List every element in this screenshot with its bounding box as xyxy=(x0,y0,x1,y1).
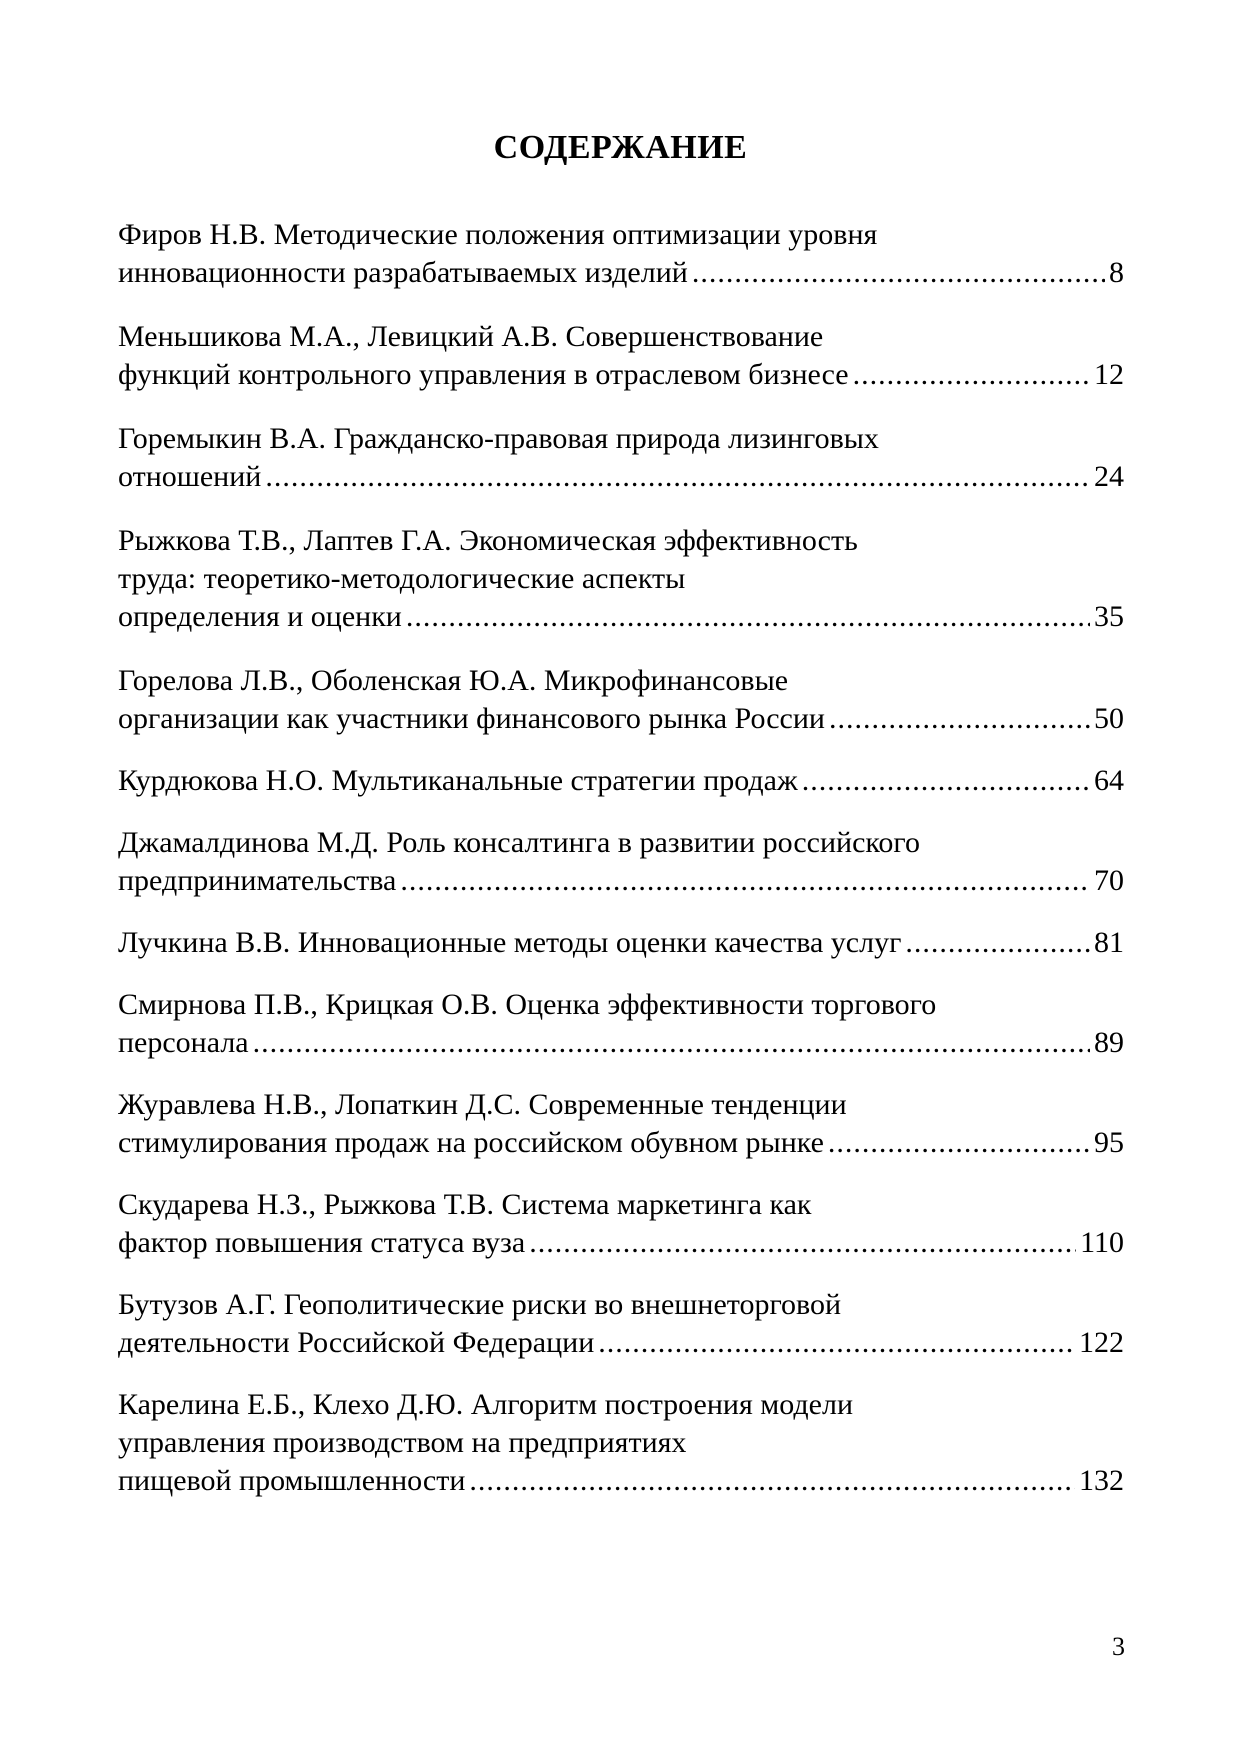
dot-leader xyxy=(529,1224,1076,1262)
toc-entry-last-line xyxy=(118,1324,1124,1362)
toc-entry-title-end: деятельности Российской Федерации xyxy=(118,1326,595,1359)
dot-leader xyxy=(905,924,1090,962)
dot-leader xyxy=(692,254,1105,292)
toc-entry-line: Журавлева Н.В., Лопаткин Д.С. Современные тенденции xyxy=(118,1088,847,1121)
toc-entry-page-number: 110 xyxy=(1080,1226,1124,1259)
dot-leader xyxy=(406,598,1090,636)
toc-entry-page-number: 8 xyxy=(1109,256,1124,289)
toc-entry-page-number: 24 xyxy=(1094,460,1124,493)
toc-entry[interactable] xyxy=(118,420,1124,496)
toc-entry-title-end: персонала xyxy=(118,1026,249,1059)
dot-leader xyxy=(253,1024,1090,1062)
toc-entry-title-end: Лучкина В.В. Инновационные методы оценки качества услуг xyxy=(118,926,902,959)
toc-entry-page-number: 122 xyxy=(1079,1326,1124,1359)
toc-entry-title-end: предпринимательства xyxy=(118,864,397,897)
toc-entry-last-line xyxy=(118,1024,1124,1062)
dot-leader xyxy=(828,1124,1090,1162)
toc-entry-page-number: 95 xyxy=(1094,1126,1124,1159)
toc-entry-line: Джамалдинова М.Д. Роль консалтинга в развитии российского xyxy=(118,826,920,859)
table-of-contents xyxy=(118,192,1124,1500)
toc-entry-title-end: инновационности разрабатываемых изделий xyxy=(118,256,688,289)
toc-entry-line: Горелова Л.В., Оболенская Ю.А. Микрофинансовые xyxy=(118,664,789,697)
dot-leader xyxy=(802,762,1090,800)
toc-entry[interactable] xyxy=(118,924,1124,962)
toc-entry-page-number: 70 xyxy=(1094,864,1124,897)
toc-entry-last-line xyxy=(118,356,1124,394)
toc-entry-line: Рыжкова Т.В., Лаптев Г.А. Экономическая эффективность xyxy=(118,524,858,557)
dot-leader xyxy=(265,458,1090,496)
dot-leader xyxy=(469,1462,1075,1500)
toc-entry-title-end: определения и оценки xyxy=(118,600,402,633)
dot-leader xyxy=(829,700,1090,738)
toc-entry[interactable] xyxy=(118,662,1124,738)
toc-entry[interactable] xyxy=(118,824,1124,900)
toc-entry-page-number: 12 xyxy=(1094,358,1124,391)
toc-entry-line: Смирнова П.В., Крицкая О.В. Оценка эффективности торгового xyxy=(118,988,937,1021)
toc-entry[interactable] xyxy=(118,1086,1124,1162)
toc-entry-title-end: фактор повышения статуса вуза xyxy=(118,1226,526,1259)
toc-entry-last-line xyxy=(118,458,1124,496)
toc-entry-page-number: 89 xyxy=(1094,1026,1124,1059)
toc-entry-line: Фиров Н.В. Методические положения оптимизации уровня xyxy=(118,218,878,251)
dot-leader xyxy=(853,356,1090,394)
toc-entry[interactable] xyxy=(118,216,1124,292)
toc-entry-title-end: функций контрольного управления в отраслевом бизнесе xyxy=(118,358,849,391)
toc-entry-last-line xyxy=(118,924,1124,962)
toc-entry-line: Скударева Н.З., Рыжкова Т.В. Система маркетинга как xyxy=(118,1188,812,1221)
toc-entry[interactable] xyxy=(118,522,1124,636)
toc-entry[interactable] xyxy=(118,1286,1124,1362)
page-title: СОДЕРЖАНИЕ xyxy=(493,129,748,166)
dot-leader xyxy=(400,862,1090,900)
toc-entry-line: Меньшикова М.А., Левицкий А.В. Совершенствование xyxy=(118,320,824,353)
toc-entry-last-line xyxy=(118,1462,1124,1500)
toc-entry-last-line xyxy=(118,1124,1124,1162)
toc-entry[interactable] xyxy=(118,318,1124,394)
toc-entry-title-end: отношений xyxy=(118,460,262,493)
toc-entry-last-line xyxy=(118,598,1124,636)
toc-entry-page-number: 64 xyxy=(1094,764,1124,797)
toc-entry[interactable] xyxy=(118,1386,1124,1500)
toc-entry-page-number: 50 xyxy=(1094,702,1124,735)
page-number: 3 xyxy=(1112,1632,1125,1661)
toc-entry-last-line xyxy=(118,1224,1124,1262)
toc-entry-page-number: 132 xyxy=(1079,1464,1124,1497)
toc-entry-line: управления производством на предприятиях xyxy=(118,1426,687,1459)
toc-entry-last-line xyxy=(118,762,1124,800)
toc-entry-last-line xyxy=(118,254,1124,292)
toc-entry-line: Горемыкин В.А. Гражданско-правовая природа лизинговых xyxy=(118,422,879,455)
dot-leader xyxy=(598,1324,1075,1362)
toc-entry-title-end: организации как участники финансового рынка России xyxy=(118,702,825,735)
toc-entry-page-number: 35 xyxy=(1094,600,1124,633)
toc-entry-title-end: пищевой промышленности xyxy=(118,1464,466,1497)
toc-entry[interactable] xyxy=(118,762,1124,800)
toc-entry[interactable] xyxy=(118,1186,1124,1262)
toc-entry[interactable] xyxy=(118,986,1124,1062)
toc-entry-line: труда: теоретико-методологические аспекты xyxy=(118,562,686,595)
toc-entry-last-line xyxy=(118,862,1124,900)
toc-entry-title-end: Курдюкова Н.О. Мультиканальные стратегии продаж xyxy=(118,764,798,797)
toc-entry-title-end: стимулирования продаж на российском обувном рынке xyxy=(118,1126,824,1159)
toc-entry-line: Бутузов А.Г. Геополитические риски во внешнеторговой xyxy=(118,1288,842,1321)
toc-entry-line: Карелина Е.Б., Клехо Д.Ю. Алгоритм построения модели xyxy=(118,1388,853,1421)
toc-entry-last-line xyxy=(118,700,1124,738)
toc-entry-page-number: 81 xyxy=(1094,926,1124,959)
